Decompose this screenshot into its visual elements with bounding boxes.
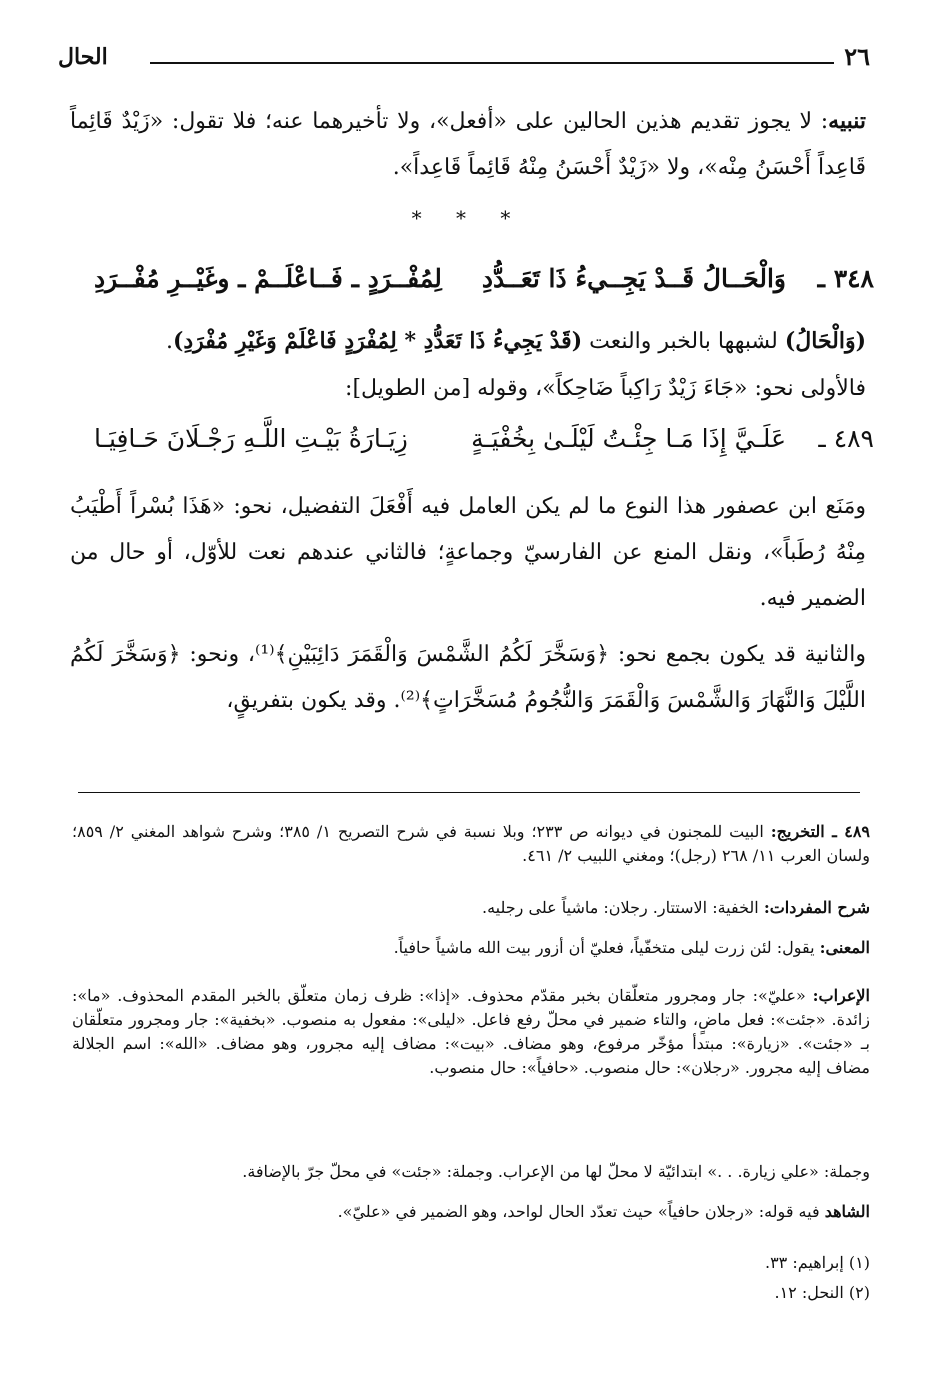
mufradat-text: الخفية: الاستتار. رجلان: ماشياً على رجليه. [482, 898, 764, 917]
footnote-jumla: وجملة: «علي زيارة. . .» ابتدائيّة لا محلّ لها من الإعراب. وجملة: «جئت» في محلّ جرّ بالإضافة. [242, 1162, 870, 1181]
commentary-quote-2: (قَدْ يَجِيءُ ذَا تَعَدُّدِ * لِمُفْرَدٍ فَاعْلَمْ وَغَيْرِ مُفْرَدِ) [172, 328, 583, 354]
note-paragraph [70, 98, 866, 191]
verse-hemistich-1: عَلَـيَّ إِذَا مَـا جِئْـتُ لَيْلَـىٰ بِخُفْيَـةٍ [471, 424, 786, 453]
note-text: : لا يجوز تقديم هذين الحالين على «أفعل»، ولا تأخيرهما عنه؛ فلا تقول: «زَيْدٌ قَائِماً قَاعِداً أَحْسَنُ مِنْه»، ولا «زَيْدٌ أَحْسَنُ مِنْهُ قَائِماً قَاعِداً». [70, 109, 866, 180]
header-rule [150, 62, 834, 64]
reference-2: (٢) النحل: ١٢. [774, 1283, 870, 1302]
shahid-text: فيه قوله: «رجلان حافياً» حيث تعدّد الحال لواحد، وهو الضمير في «عليّ». [337, 1202, 825, 1221]
commentary-text: لشبهها بالخبر والنعت [582, 329, 785, 354]
verse-hemistich-2: لِمُفْــرَدٍ ـ فَــاعْلَــمْ ـ وغَيْــرِ مُفْــرَدِ [94, 264, 442, 293]
verse-348 [94, 264, 874, 308]
verse-hemistich-1: وَالْحَــالُ قَــدْ يَجِــيءُ ذَا تَعَــدُّدِ [481, 264, 786, 293]
footnote-mufradat [72, 896, 870, 920]
ibn-usfur-paragraph: ومَنَع ابن عصفور هذا النوع ما لم يكن العامل فيه أَفْعَلَ التفضيل، نحو: «هَذَا بُسْراً أَطْيَبُ مِنْهُ رُطَباً»، ونقل المنع عن الفارسيّ وجماعةٍ؛ فالثاني عندهم نعت للأوّل، أو حال من الضمير فيه. [70, 494, 866, 611]
commentary-quote: (وَالْحَالُ) [784, 328, 866, 354]
page-header [58, 42, 870, 80]
verse-number: ٣٤٨ ـ [817, 264, 874, 293]
quran-examples-paragraph: والثانية قد يكون بجمع نحو: ﴿وَسَخَّرَ لَكُمُ الشَّمْسَ وَالْقَمَرَ دَائِبَيْنِ﴾⁽¹⁾، ونحو: ﴿وَسَخَّرَ لَكُمُ اللَّيْلَ وَالنَّهَارَ وَالشَّمْسَ وَالْقَمَرَ وَالنُّجُومُ مُسَخَّرَاتٍ﴾⁽²⁾. وقد يكون بتفريقٍ، [70, 642, 866, 713]
note-label: تنبيه [828, 108, 866, 134]
mufradat-label: شرح المفردات: [763, 898, 870, 917]
verse-number: ٤٨٩ ـ [818, 424, 874, 453]
verse-hemistich-2: زِيَـارَةُ بَيْـتِ اللَّـهِ رَجْـلَانَ حَـافِيَـا [94, 424, 408, 453]
irab-text: «عليّ»: جار ومجرور متعلّقان بخبر مقدّم محذوف. «إذا»: ظرف زمان متعلّق بالخبر المقدم المحذوف. «ما»: زائدة. «جئت»: فعل ماضٍ، والتاء ضمير في محلّ رفع فاعل. «ليلى»: مفعول به منصوب. «بخفية»: جار ومجرور متعلّقان بـ «جئت». «زيارة»: مبتدأ مؤخّر مرفوع، وهو مضاف. «بيت»: مضاف إليه مجرور، وهو مضاف. «الله»: اسم الجلالة مضاف إليه مجرور. «رجلان»: حال منصوب. «حافياً»: حال منصوب. [72, 986, 870, 1077]
footnote-rule [78, 792, 860, 793]
reference-1: (١) إبراهيم: ٣٣. [764, 1253, 870, 1272]
footnote-takhrij [72, 820, 870, 868]
example-paragraph: فالأولى نحو: «جَاءَ زَيْدٌ رَاكِباً ضَاحِكاً»، وقوله [من الطويل]: [345, 376, 866, 401]
running-title: الحال [58, 44, 108, 70]
footnote-shahid [72, 1200, 870, 1224]
commentary-end: . [165, 329, 173, 354]
irab-label: الإعراب: [812, 986, 870, 1005]
takhrij-label: ٤٨٩ ـ التخريج: [770, 822, 871, 841]
footnote-irab [72, 984, 870, 1080]
commentary-paragraph [70, 318, 866, 365]
footnote-maana [72, 936, 870, 960]
maana-text: يقول: لئن زرت ليلى متخفّياً، فعليّ أن أزور بيت الله ماشياً حافياً. [393, 938, 820, 957]
maana-label: المعنى: [819, 938, 870, 957]
takhrij-text: البيت للمجنون في ديوانه ص ٢٣٣؛ وبلا نسبة في شرح التصريح ١/ ٣٨٥؛ وشرح شواهد المغني ٢/ ٨٥٩؛ ولسان العرب ١١/ ٢٦٨ (رجل)؛ ومغني اللبيب ٢/ ٤٦١. [72, 822, 870, 865]
verse-489 [94, 424, 874, 468]
section-separator: * * * [411, 206, 525, 230]
shahid-label: الشاهد [824, 1202, 870, 1221]
page-number: ٢٦ [844, 42, 870, 71]
